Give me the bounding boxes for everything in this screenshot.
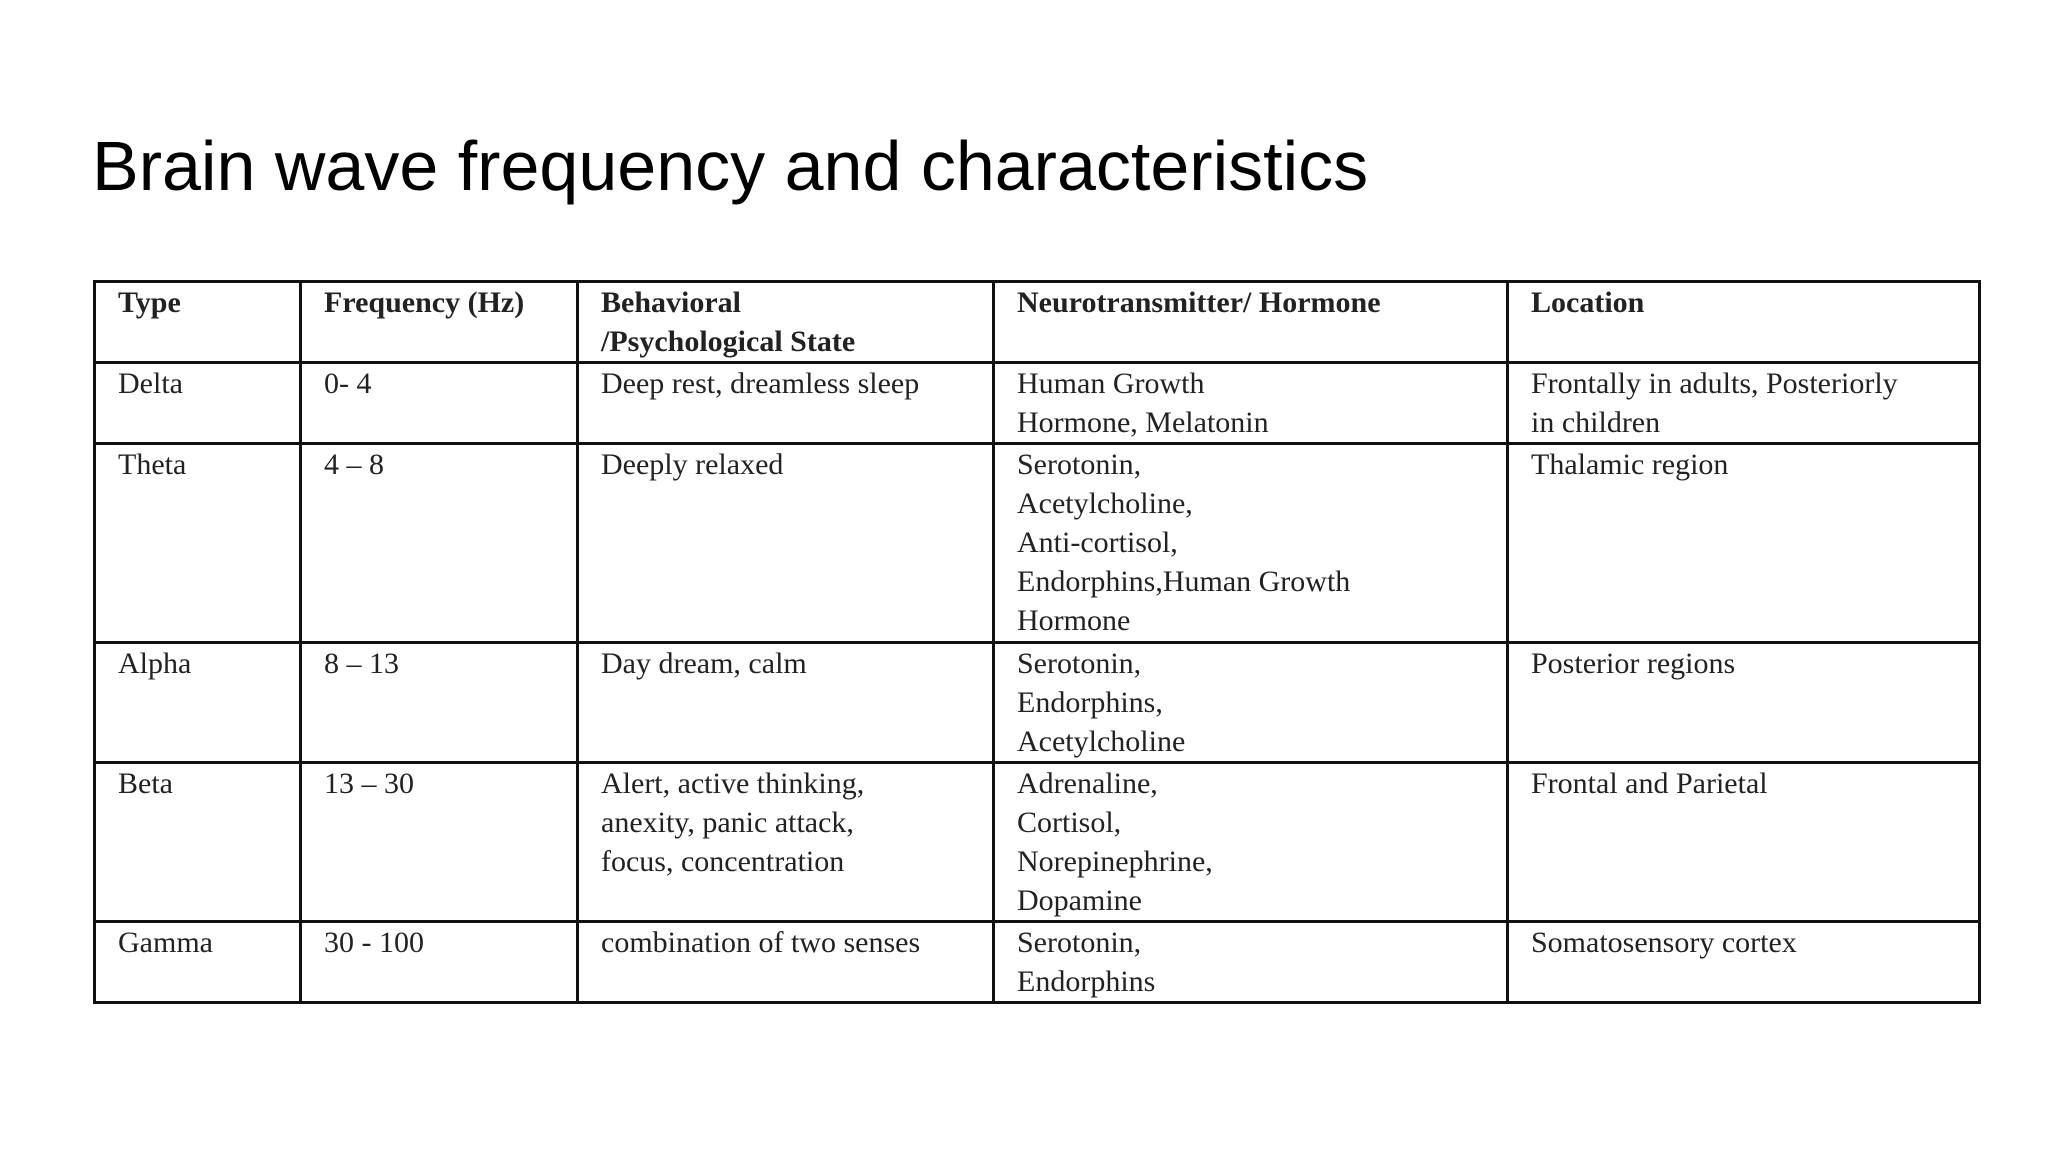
brain-wave-table [93, 280, 1981, 1004]
cell-neurotransmitter: Human Growth Hormone, Melatonin [994, 363, 1508, 444]
header-type: Type [95, 282, 301, 363]
cell-frequency: 4 – 8 [301, 444, 578, 643]
table-header-row [95, 282, 1980, 363]
cell-frequency: 30 - 100 [301, 922, 578, 1003]
cell-behavioral-state: Alert, active thinking, anexity, panic attack, focus, concentration [578, 763, 994, 922]
cell-location: Somatosensory cortex [1508, 922, 1980, 1003]
cell-neurotransmitter: Adrenaline, Cortisol, Norepinephrine, Dopamine [994, 763, 1508, 922]
cell-location: Thalamic region [1508, 444, 1980, 643]
cell-type: Alpha [95, 643, 301, 763]
cell-behavioral-state: Deeply relaxed [578, 444, 994, 643]
table-row-theta [95, 444, 1980, 643]
cell-neurotransmitter: Serotonin, Endorphins [994, 922, 1508, 1003]
cell-type: Delta [95, 363, 301, 444]
table-row-alpha [95, 643, 1980, 763]
table-row-delta [95, 363, 1980, 444]
header-frequency: Frequency (Hz) [301, 282, 578, 363]
cell-location: Frontal and Parietal [1508, 763, 1980, 922]
cell-frequency: 8 – 13 [301, 643, 578, 763]
cell-location: Frontally in adults, Posteriorly in children [1508, 363, 1980, 444]
cell-frequency: 0- 4 [301, 363, 578, 444]
cell-behavioral-state: Day dream, calm [578, 643, 994, 763]
cell-type: Beta [95, 763, 301, 922]
cell-neurotransmitter: Serotonin, Acetylcholine, Anti-cortisol, Endorphins,Human Growth Hormone [994, 444, 1508, 643]
slide-title: Brain wave frequency and characteristics [92, 127, 1369, 205]
cell-behavioral-state: Deep rest, dreamless sleep [578, 363, 994, 444]
cell-type: Gamma [95, 922, 301, 1003]
cell-behavioral-state: combination of two senses [578, 922, 994, 1003]
table-row-beta [95, 763, 1980, 922]
cell-neurotransmitter: Serotonin, Endorphins, Acetylcholine [994, 643, 1508, 763]
header-neurotransmitter: Neurotransmitter/ Hormone [994, 282, 1508, 363]
header-behavioral-state: Behavioral /Psychological State [578, 282, 994, 363]
cell-frequency: 13 – 30 [301, 763, 578, 922]
cell-type: Theta [95, 444, 301, 643]
header-location: Location [1508, 282, 1980, 363]
cell-location: Posterior regions [1508, 643, 1980, 763]
table-row-gamma [95, 922, 1980, 1003]
